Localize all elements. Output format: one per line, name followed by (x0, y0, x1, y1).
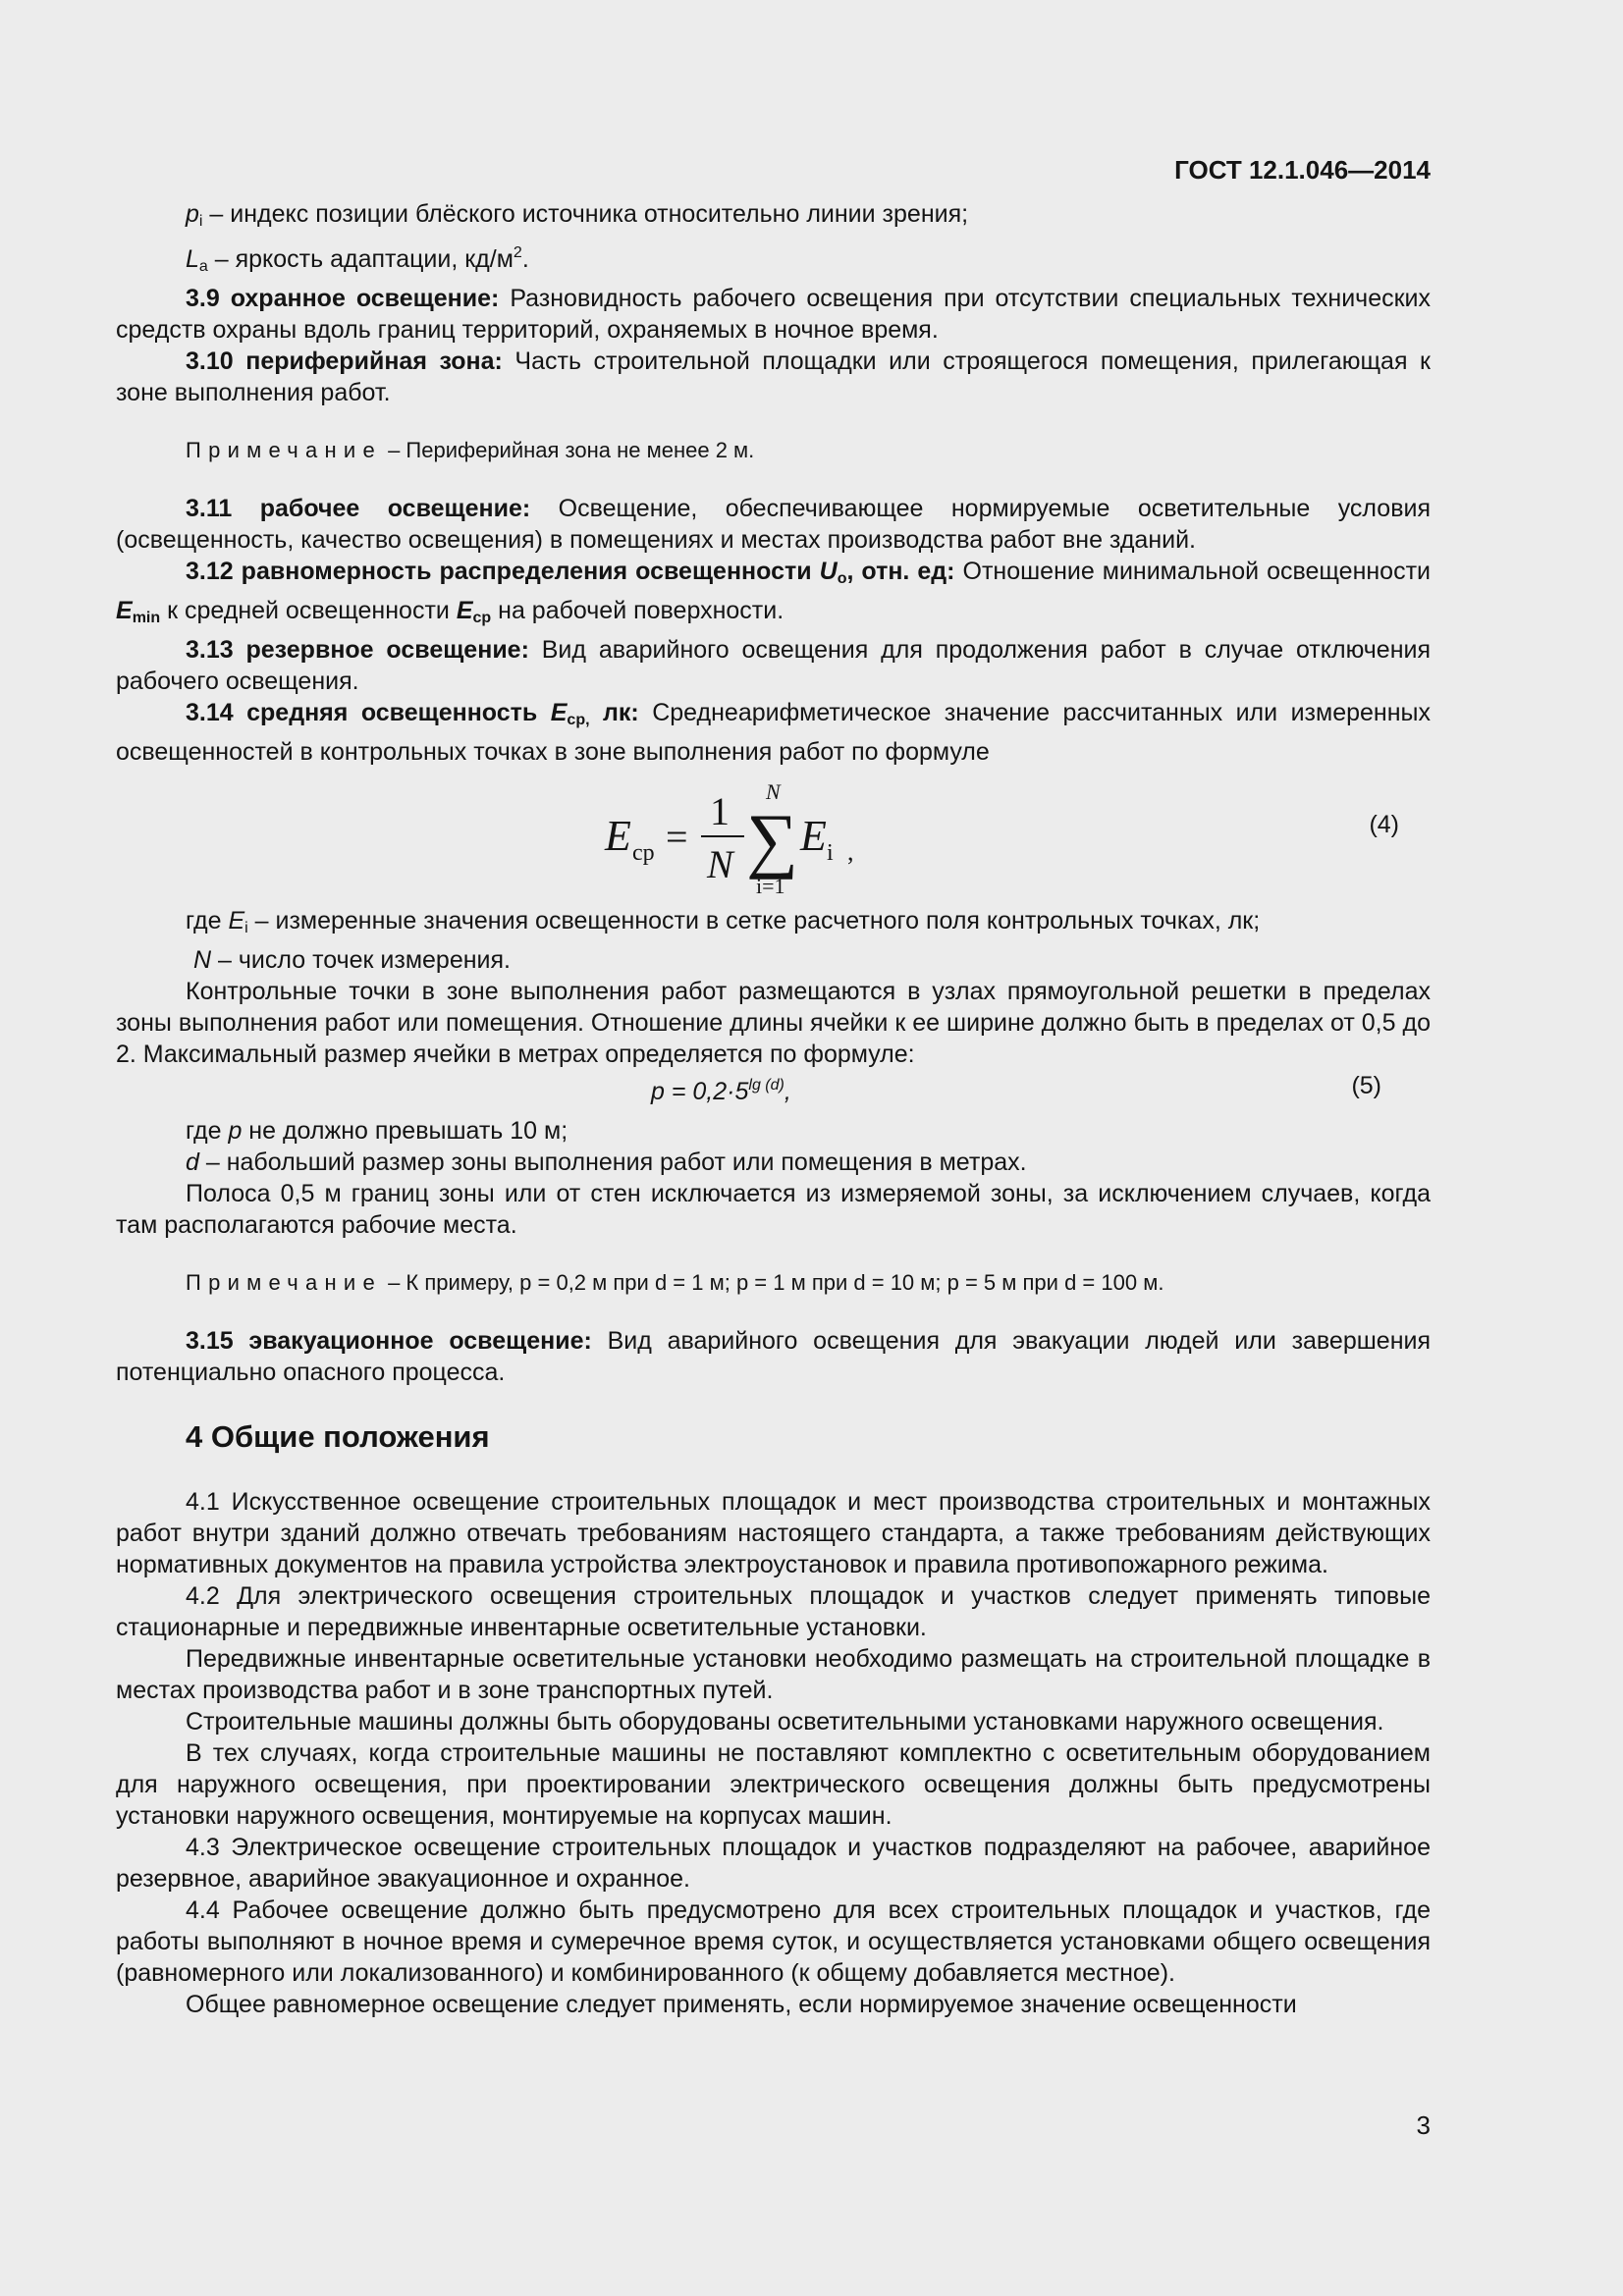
formula-4-denominator: N (707, 842, 733, 886)
term-3-15: 3.15 эвакуационное освещение: Вид аварийного освещения для эвакуации людей или завершения потенциально опасного процесса. (116, 1327, 1432, 1386)
formula-4-term: E (800, 812, 827, 860)
term-3-10: 3.10 периферийная зона: Часть строительной площадки или строящегося помещения, прилегающая к зоне выполнения работ. (116, 347, 1431, 406)
strip-paragraph: Полоса 0,5 м границ зоны или от стен исключается из измеряемой зоны, за исключением случаев, когда там располагаются рабочие места. (116, 1180, 1431, 1239)
para-general-uniform: Общее равномерное освещение следует применять, если нормируемое значение освещенности (186, 1991, 1297, 2018)
term-3-13: 3.13 резервное освещение: Вид аварийного освещения для продолжения работ в случае отключения рабочего освещения. (116, 636, 1432, 695)
formula-4-number: (4) (1369, 811, 1399, 838)
para-4-2: 4.2 Для электрического освещения строительных площадок и участков следует применять типовые стационарные и передвижные инвентарные осветительные установки. (116, 1582, 1431, 1641)
para-machines-not-equipped: В тех случаях, когда строительные машины не поставляют комплектно с осветительным оборудованием для наружного освещения, при проектировании электрического освещения должны быть предусмотрены установки наружного освещения, монтируемые на корпусах машин. (116, 1739, 1431, 1830)
formula-5-expression: $p = 0,2\cdot 5^{lg (d)}$, (651, 1077, 791, 1105)
where-p: где p не должно превышать 10 м; (186, 1117, 568, 1145)
term-3-14: 3.14 средняя освещенность $E_{cp,}$ лк: Среднеарифметическое значение рассчитанных или измеренных освещенностей в контрольных точках в зоне выполнения работ по формуле (116, 699, 1431, 766)
note-example: Примечание – К примеру, p = 0,2 м при d = 1 м; p = 1 м при d = 10 м; p = 5 м при d = 100 м. (186, 1270, 1164, 1295)
formula-4-equals: = (666, 815, 688, 859)
para-4-1: 4.1 Искусственное освещение строительных площадок и мест производства строительных и монтажных работ внутри зданий должно отвечать требованиям настоящего стандарта, а также требованиям действующих нормативных документов на правила устройства электроустановок и правила противопожарного режима. (116, 1488, 1431, 1578)
where-e-i: где $E_i$ – измеренные значения освещенности в сетке расчетного поля контрольных точках, лк; (186, 907, 1261, 936)
para-4-3: 4.3 Электрическое освещение строительных площадок и участков подразделяют на рабочее, аварийное резервное, аварийное эвакуационное и охранное. (116, 1834, 1431, 1893)
where-n: N – число точек измерения. (193, 946, 511, 974)
para-construction-machines: Строительные машины должны быть оборудованы осветительными установками наружного освещения. (186, 1708, 1384, 1735)
definition-p-i: $p_i$ – индекс позиции блёского источника относительно линии зрения; (186, 200, 969, 230)
formula-4-graphic (116, 768, 1431, 905)
term-3-12: 3.12 равномерность распределения освещенности $U_o$, отн. ед: Отношение минимальной освещенности $E_{min}$ к средней освещенности $E_{cp}$ на рабочей поверхности. (116, 558, 1432, 626)
formula-4-sum-lower: i=1 (756, 874, 785, 898)
formula-4-lhs: E (605, 812, 631, 860)
definition-l-a: $L_a$ – яркость адаптации, $кд/м^2$. (186, 244, 529, 275)
formula-4-sum-upper: N (766, 779, 781, 804)
formula-4-term-sub: i (827, 840, 834, 866)
control-points-paragraph: Контрольные точки в зоне выполнения работ размещаются в узлах прямоугольной решетки в пределах зоны выполнения работ или помещения. Отношение длины ячейки к ее ширине должно быть в пределах от 0,5 до 2. Максимальный размер ячейки в метрах определяется по формуле: (116, 978, 1431, 1068)
where-d: d – набольший размер зоны выполнения работ или помещения в метрах. (186, 1148, 1027, 1176)
formula-5 (116, 1070, 1431, 1105)
formula-4-comma: , (847, 837, 854, 866)
document-code-header: ГОСТ 12.1.046—2014 (1174, 155, 1431, 185)
note-peripheral-zone: Примечание – Периферийная зона не менее 2 м. (186, 438, 755, 462)
formula-4-sum-sign: ∑ (746, 800, 798, 881)
formula-4-lhs-sub: cp (632, 840, 655, 866)
section-4-heading: 4 Общие положения (186, 1419, 490, 1454)
para-4-4: 4.4 Рабочее освещение должно быть предусмотрено для всех строительных площадок и участков, где работы выполняют в ночное время и сумеречное время суток, и осуществляется установками общего освещения (равномерного или локализованного) и комбинированного (к общему добавляется местное). (116, 1896, 1431, 1987)
term-3-9: 3.9 охранное освещение: Разновидность рабочего освещения при отсутствии специальных технических средств охраны вдоль границ территорий, охраняемых в ночное время. (116, 285, 1432, 344)
formula-5-number: (5) (1351, 1072, 1381, 1099)
page-number: 3 (1416, 2110, 1431, 2140)
document-body (116, 198, 1431, 2020)
formula-4-numerator: 1 (710, 789, 730, 833)
term-3-11: 3.11 рабочее освещение: Освещение, обеспечивающее нормируемые осветительные условия (освещенность, качество освещения) в помещениях и местах производства работ вне зданий. (116, 495, 1431, 554)
para-mobile-installations: Передвижные инвентарные осветительные установки необходимо размещать на строительной площадке в местах производства работ и в зоне транспортных путей. (116, 1645, 1431, 1704)
formula-4 (116, 768, 1431, 905)
